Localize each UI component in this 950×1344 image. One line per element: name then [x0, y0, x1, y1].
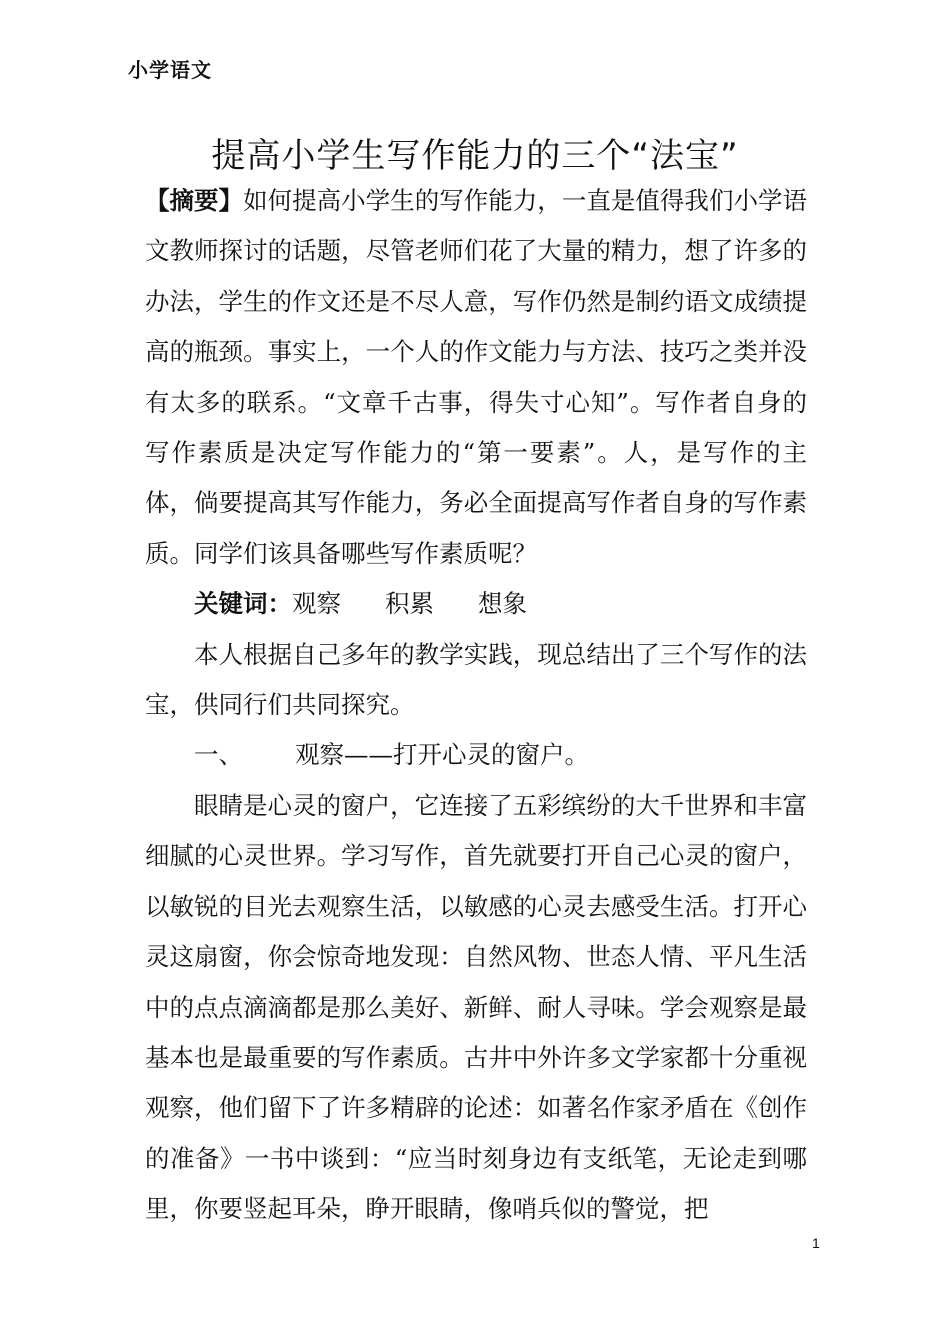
keywords-line: [145, 579, 807, 629]
document-body: [145, 176, 807, 1235]
abstract-label: 【摘要】: [145, 186, 244, 215]
keyword-item: 想象: [478, 589, 527, 619]
keywords-label: 关键词：: [194, 589, 292, 619]
abstract-text: 如何提高小学生的写作能力，一直是值得我们小学语文教师探讨的话题，尽管老师们花了大量的精力，想了许多的办法，学生的作文还是不尽人意，写作仍然是制约语文成绩提高的瓶颈。事实上，一个人的作文能力与方法、技巧之类并没有太多的联系。“文章千古事，得失寸心知”。写作者自身的写作素质是决定写作能力的“第一要素”。人，是写作的主体，倘要提高其写作能力，务必全面提高写作者自身的写作素质。同学们该具备哪些写作素质呢？: [145, 186, 807, 568]
abstract-paragraph: [145, 176, 807, 579]
keyword-item: 观察: [292, 589, 341, 619]
section-title: 观察——打开心灵的窗户。: [295, 740, 589, 770]
body-paragraph: 眼睛是心灵的窗户，它连接了五彩缤纷的大千世界和丰富细腻的心灵世界。学习写作，首先就要打开自己心灵的窗户，以敏锐的目光去观察生活，以敏感的心灵去感受生活。打开心灵这扇窗，你会惊奇地发现：自然风物、世态人情、平凡生活中的点点滴滴都是那么美好、新鲜、耐人寻味。学会观察是最基本也是最重要的写作素质。古井中外许多文学家都十分重视观察，他们留下了许多精辟的论述：如著名作家矛盾在《创作的准备》一书中谈到：“应当时刻身边有支纸笔，无论走到哪里，你要竖起耳朵，睁开眼睛，像哨兵似的警觉，把: [145, 790, 807, 1224]
keyword-item: 积累: [385, 589, 434, 619]
intro-paragraph: 本人根据自己多年的教学实践，现总结出了三个写作的法宝，供同行们共同探究。: [145, 639, 807, 720]
page-number: 1: [812, 1235, 820, 1251]
section-number: 一、: [194, 740, 243, 770]
document-title: 提高小学生写作能力的三个“法宝”: [211, 136, 739, 176]
header-label: 小学语文: [128, 58, 212, 82]
section-heading: [145, 730, 807, 780]
